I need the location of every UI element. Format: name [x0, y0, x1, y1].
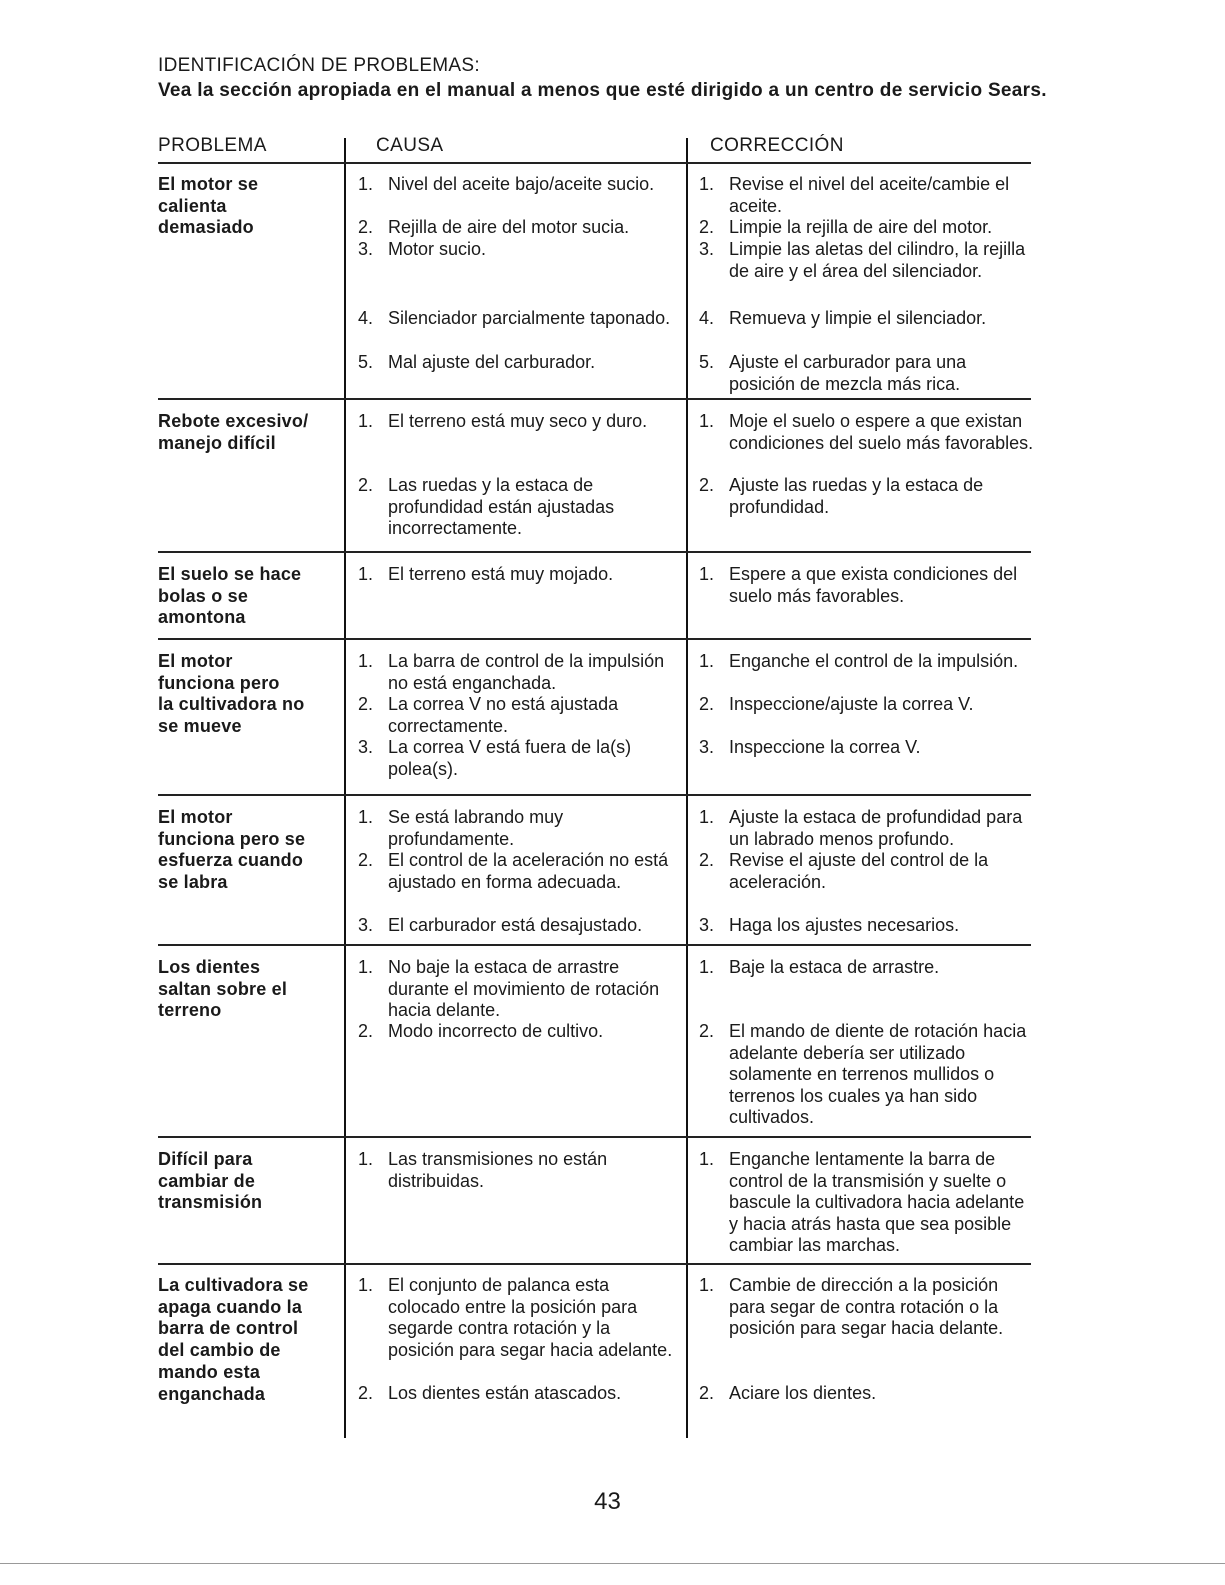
item-text: El control de la aceleración no está ajustado en forma adecuada.: [388, 850, 669, 892]
item-number: 1.: [358, 1149, 374, 1169]
item-text: Haga los ajustes necesarios.: [729, 915, 960, 935]
item-number: 3.: [699, 239, 715, 259]
item-text: Las transmisiones no están distribuidas.: [388, 1149, 608, 1191]
item-number: 2.: [699, 217, 715, 237]
item-number: 1.: [699, 651, 715, 671]
item-number: 3.: [699, 915, 715, 935]
item-number: 2.: [699, 1021, 715, 1041]
correction-item: [699, 694, 1034, 716]
item-text: Aciare los dientes.: [729, 1383, 877, 1403]
item-number: 2.: [358, 475, 374, 495]
problem-label: El motor se calienta demasiado: [158, 174, 259, 238]
item-text: Ajuste las ruedas y la estaca de profundidad.: [729, 475, 984, 517]
item-text: Silenciador parcialmente taponado.: [388, 308, 671, 328]
item-number: 2.: [358, 850, 374, 870]
item-number: 1.: [358, 174, 374, 194]
item-number: 2.: [699, 694, 715, 714]
correction-item: [699, 651, 1034, 673]
item-number: 5.: [699, 352, 715, 372]
cause-item: [358, 651, 680, 694]
item-number: 1.: [358, 651, 374, 671]
correction-item: [699, 1021, 1034, 1129]
item-text: El mando de diente de rotación hacia adelante debería ser utilizado solamente en terrenos mullidos o terrenos los cuales ya han sido cultivados.: [729, 1021, 1027, 1127]
problem-label: Difícil para cambiar de transmisión: [158, 1149, 263, 1213]
correction-item: [699, 475, 1034, 518]
cause-item: [358, 1021, 680, 1043]
correction-item: [699, 737, 1034, 759]
item-text: Los dientes están atascados.: [388, 1383, 622, 1403]
item-number: 2.: [699, 1383, 715, 1403]
item-text: Mal ajuste del carburador.: [388, 352, 596, 372]
row-divider: [158, 398, 1031, 400]
item-number: 1.: [699, 1149, 715, 1169]
problem-label: La cultivadora se apaga cuando la barra de control del cambio de mando esta enganchada: [158, 1275, 309, 1404]
item-text: Modo incorrecto de cultivo.: [388, 1021, 604, 1041]
item-number: 1.: [358, 957, 374, 977]
item-number: 2.: [358, 694, 374, 714]
cause-item: [358, 411, 680, 433]
correction-item: [699, 239, 1034, 282]
problem-label: El suelo se hace bolas o se amontona: [158, 564, 302, 628]
item-text: Motor sucio.: [388, 239, 487, 259]
item-number: 4.: [358, 308, 374, 328]
item-number: 1.: [699, 957, 715, 977]
row-divider: [158, 551, 1031, 553]
item-number: 1.: [699, 564, 715, 584]
column-divider-2: [686, 138, 688, 1438]
item-text: Revise el nivel del aceite/cambie el aceite.: [729, 174, 1010, 216]
cause-item: [358, 850, 680, 893]
correction-item: [699, 1275, 1034, 1340]
correction-item: [699, 1383, 1034, 1405]
correction-item: [699, 807, 1034, 850]
item-number: 1.: [358, 411, 374, 431]
column-header-correction: CORRECCIÓN: [710, 135, 844, 156]
item-text: Ajuste la estaca de profundidad para un labrado menos profundo.: [729, 807, 1023, 849]
item-text: Las ruedas y la estaca de profundidad están ajustadas incorrectamente.: [388, 475, 615, 538]
item-number: 1.: [358, 1275, 374, 1295]
item-text: La correa V no está ajustada correctamente.: [388, 694, 619, 736]
item-number: 1.: [358, 564, 374, 584]
row-divider: [158, 794, 1031, 796]
column-header-problem: PROBLEMA: [158, 135, 267, 156]
item-number: 1.: [699, 1275, 715, 1295]
item-text: Cambie de dirección a la posición para segar de contra rotación o la posición para segar hacia delante.: [729, 1275, 1004, 1338]
cause-item: [358, 915, 680, 937]
problem-label: El motor funciona pero la cultivadora no se mueve: [158, 651, 305, 737]
cause-item: [358, 694, 680, 737]
cause-item: [358, 239, 680, 261]
item-text: Limpie las aletas del cilindro, la rejilla de aire y el área del silenciador.: [729, 239, 1026, 281]
correction-item: [699, 1149, 1034, 1257]
cause-item: [358, 352, 680, 374]
cause-item: [358, 957, 680, 1022]
cause-item: [358, 807, 680, 850]
item-text: La barra de control de la impulsión no está enganchada.: [388, 651, 665, 693]
problem-label: Los dientes saltan sobre el terreno: [158, 957, 288, 1021]
item-text: Ajuste el carburador para una posición de mezcla más rica.: [729, 352, 967, 394]
cause-item: [358, 564, 680, 586]
cause-item: [358, 1383, 680, 1405]
item-number: 4.: [699, 308, 715, 328]
item-text: Inspeccione/ajuste la correa V.: [729, 694, 974, 714]
item-number: 2.: [358, 217, 374, 237]
item-number: 3.: [358, 915, 374, 935]
column-header-cause: CAUSA: [376, 135, 444, 156]
page-bottom-rule: [0, 1563, 1225, 1564]
row-divider: [158, 944, 1031, 946]
item-number: 2.: [699, 850, 715, 870]
cause-item: [358, 174, 680, 196]
item-number: 5.: [358, 352, 374, 372]
cause-item: [358, 1149, 680, 1192]
problem-label: El motor funciona pero se esfuerza cuando se labra: [158, 807, 306, 893]
item-number: 1.: [699, 411, 715, 431]
page-number: 43: [594, 1488, 621, 1515]
item-text: El carburador está desajustado.: [388, 915, 643, 935]
item-text: Limpie la rejilla de aire del motor.: [729, 217, 993, 237]
item-text: El conjunto de palanca esta colocado entre la posición para segarde contra rotación y la posición para segar hacia adelante.: [388, 1275, 673, 1360]
correction-item: [699, 915, 1034, 937]
cause-item: [358, 308, 680, 330]
row-divider: [158, 1136, 1031, 1138]
cause-item: [358, 475, 680, 540]
item-number: 2.: [358, 1021, 374, 1041]
item-text: Baje la estaca de arrastre.: [729, 957, 940, 977]
item-text: El terreno está muy seco y duro.: [388, 411, 648, 431]
item-text: Moje el suelo o espere a que existan condiciones del suelo más favorables.: [729, 411, 1034, 453]
item-text: Revise el ajuste del control de la aceleración.: [729, 850, 989, 892]
item-number: 1.: [699, 807, 715, 827]
row-divider: [158, 162, 1031, 164]
item-text: Remueva y limpie el silenciador.: [729, 308, 987, 328]
item-text: La correa V está fuera de la(s) polea(s).: [388, 737, 632, 779]
item-number: 2.: [699, 475, 715, 495]
cause-item: [358, 737, 680, 780]
correction-item: [699, 352, 1034, 395]
item-text: Enganche lentamente la barra de control de la transmisión y suelte o bascule la cultivadora hacia adelante y hacia atrás hasta que sea posible cambiar las marchas.: [729, 1149, 1025, 1255]
row-divider: [158, 638, 1031, 640]
item-number: 3.: [358, 737, 374, 757]
item-text: El terreno está muy mojado.: [388, 564, 614, 584]
cause-item: [358, 217, 680, 239]
item-number: 3.: [699, 737, 715, 757]
item-number: 1.: [358, 807, 374, 827]
correction-item: [699, 564, 1034, 607]
item-text: Rejilla de aire del motor sucia.: [388, 217, 630, 237]
item-text: Inspeccione la correa V.: [729, 737, 921, 757]
item-text: No baje la estaca de arrastre durante el movimiento de rotación hacia delante.: [388, 957, 660, 1020]
correction-item: [699, 957, 1034, 979]
problem-label: Rebote excesivo/ manejo difícil: [158, 411, 309, 453]
item-text: Se está labrando muy profundamente.: [388, 807, 564, 849]
correction-item: [699, 308, 1034, 330]
correction-item: [699, 850, 1034, 893]
correction-item: [699, 217, 1034, 239]
correction-item: [699, 174, 1034, 217]
item-text: Enganche el control de la impulsión.: [729, 651, 1019, 671]
column-divider-1: [344, 138, 346, 1438]
section-title: IDENTIFICACIÓN DE PROBLEMAS:: [158, 55, 480, 76]
cause-item: [358, 1275, 680, 1361]
item-number: 2.: [358, 1383, 374, 1403]
item-number: 3.: [358, 239, 374, 259]
row-divider: [158, 1263, 1031, 1265]
section-subtitle: Vea la sección apropiada en el manual a menos que esté dirigido a un centro de servicio Sears.: [158, 80, 1047, 101]
item-number: 1.: [699, 174, 715, 194]
item-text: Nivel del aceite bajo/aceite sucio.: [388, 174, 655, 194]
correction-item: [699, 411, 1034, 454]
item-text: Espere a que exista condiciones del suelo más favorables.: [729, 564, 1018, 606]
